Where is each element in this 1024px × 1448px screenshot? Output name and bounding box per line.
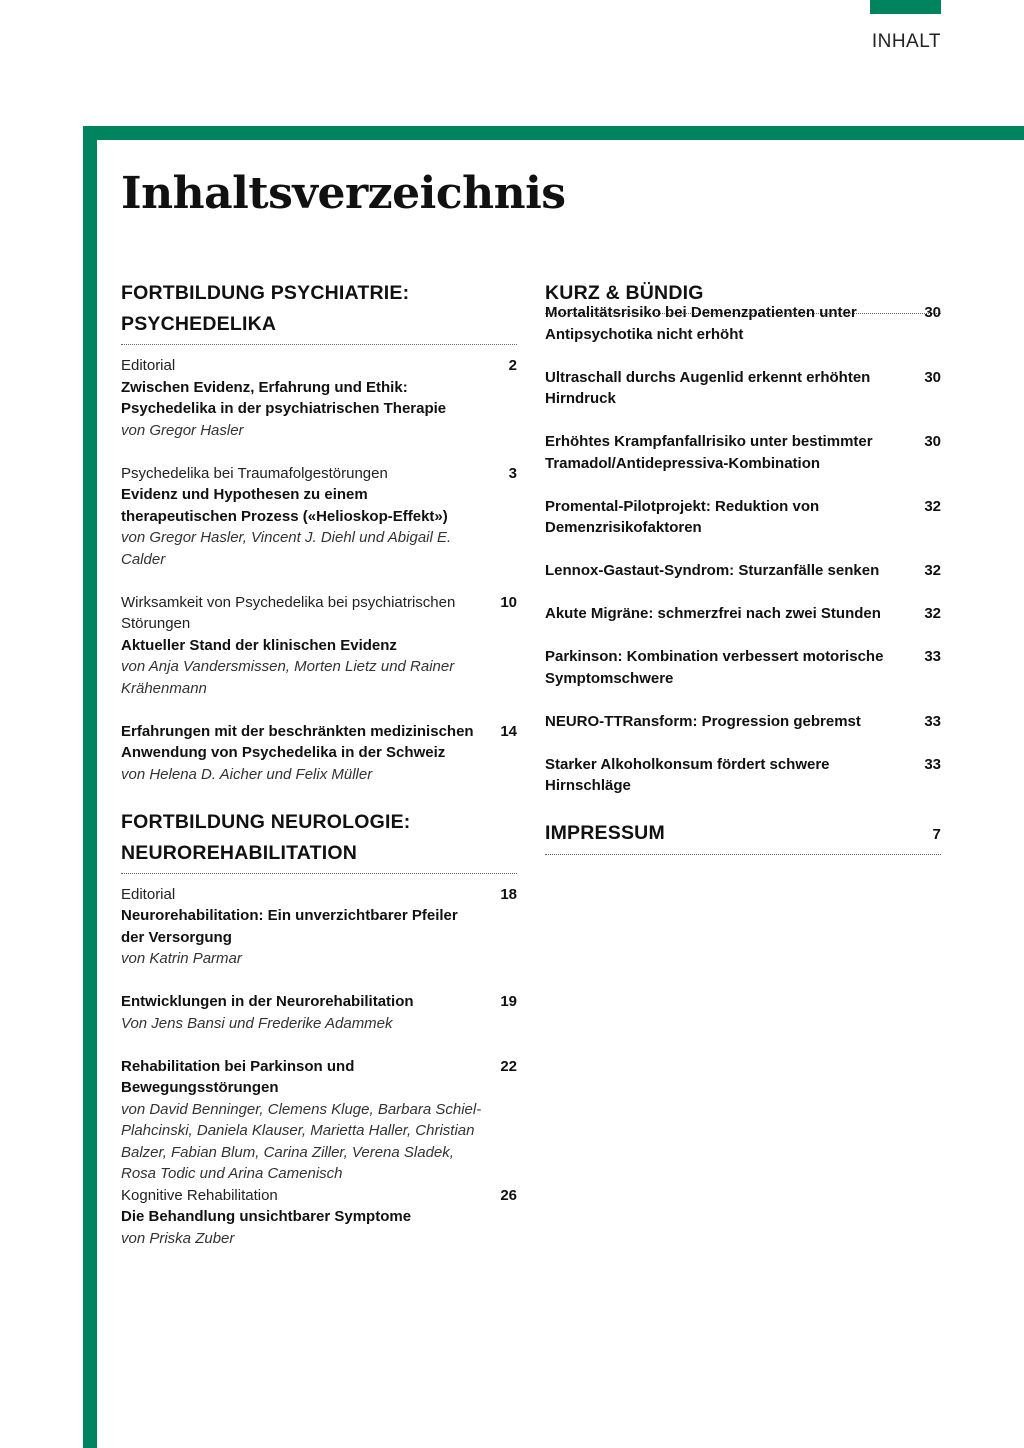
section-heading bbox=[545, 818, 941, 850]
section-heading bbox=[121, 807, 517, 838]
section-heading-line: KURZ & BÜNDIG bbox=[545, 282, 704, 304]
entry-page-number: 33 bbox=[924, 712, 941, 730]
toc-entry[interactable] bbox=[121, 884, 517, 970]
entry-kicker: Wirksamkeit von Psychedelika bei psychiatrischen Störungen bbox=[121, 593, 456, 632]
toc-entry[interactable] bbox=[545, 367, 941, 410]
entry-page-number: 26 bbox=[500, 1186, 517, 1204]
entry-title: Rehabilitation bei Parkinson und Bewegungsstörungen bbox=[121, 1057, 355, 1096]
toc-entry[interactable] bbox=[545, 302, 941, 345]
entry-title: Promental-Pilotprojekt: Reduktion von Demenzrisikofaktoren bbox=[545, 497, 820, 536]
entry-authors: Von Jens Bansi und Frederike Adammek bbox=[121, 1014, 393, 1032]
section-heading-line: PSYCHEDELIKA bbox=[121, 313, 277, 335]
section-heading-line: IMPRESSUM bbox=[545, 822, 665, 844]
entry-page-number: 2 bbox=[508, 357, 517, 374]
entry-title: Lennox-Gastaut-Syndrom: Sturzanfälle senken bbox=[545, 562, 880, 579]
entry-title: Erfahrungen mit der beschränkten medizinischen Anwendung von Psychedelika in der Schweiz bbox=[121, 722, 474, 761]
entry-kicker: Editorial bbox=[121, 885, 176, 903]
section-heading bbox=[121, 278, 517, 309]
entry-authors: von David Benninger, Clemens Kluge, Barbara Schiel-Plahcinski, Daniela Klauser, Marietta Haller, Christian Balzer, Fabian Blum, Carina Ziller, Verena Sladek, Rosa Todic und Arina Camenisch bbox=[121, 1100, 482, 1182]
entry-title: NEURO-TTRansform: Progression gebremst bbox=[545, 712, 861, 730]
toc-entry[interactable] bbox=[121, 355, 517, 441]
entry-page-number: 30 bbox=[924, 304, 941, 321]
toc-entry[interactable] bbox=[121, 1185, 517, 1250]
entry-authors: von Helena D. Aicher und Felix Müller bbox=[121, 765, 373, 783]
toc-entry[interactable] bbox=[545, 646, 941, 689]
entry-title: Starker Alkoholkonsum fördert schwere Hirnschläge bbox=[545, 755, 830, 794]
toc-entry[interactable] bbox=[545, 711, 941, 733]
toc-entry[interactable] bbox=[121, 463, 517, 571]
entry-page-number: 7 bbox=[932, 826, 941, 843]
entry-page-number: 19 bbox=[500, 993, 517, 1010]
left-column bbox=[121, 278, 517, 1271]
toc-entry[interactable] bbox=[545, 560, 941, 582]
entry-title: Aktueller Stand der klinischen Evidenz bbox=[121, 636, 397, 654]
entry-title: Ultraschall durchs Augenlid erkennt erhöhten Hirndruck bbox=[545, 368, 871, 407]
entry-authors: von Gregor Hasler bbox=[121, 421, 244, 439]
entry-kicker: Kognitive Rehabilitation bbox=[121, 1186, 278, 1204]
entry-page-number: 22 bbox=[500, 1057, 517, 1075]
toc-entry[interactable] bbox=[545, 496, 941, 539]
dotted-divider bbox=[121, 344, 517, 345]
entry-title: Neurorehabilitation: Ein unverzichtbarer Pfeiler der Versorgung bbox=[121, 907, 458, 946]
toc-entry[interactable] bbox=[545, 754, 941, 797]
entry-title: Mortalitätsrisiko bei Demenzpatienten unter Antipsychotika nicht erhöht bbox=[545, 304, 857, 343]
entry-page-number: 30 bbox=[924, 433, 941, 450]
frame-top-bar bbox=[83, 126, 1024, 140]
toc-entry[interactable] bbox=[545, 603, 941, 625]
dotted-divider bbox=[121, 873, 517, 874]
section-heading bbox=[121, 309, 517, 340]
entry-kicker: Psychedelika bei Traumafolgestörungen bbox=[121, 464, 388, 482]
dotted-divider bbox=[545, 854, 941, 855]
entry-page-number: 14 bbox=[500, 722, 517, 740]
section-heading-line: FORTBILDUNG NEUROLOGIE: bbox=[121, 810, 411, 833]
section-impressum[interactable] bbox=[545, 818, 941, 855]
entry-page-number: 33 bbox=[924, 648, 941, 665]
section-neurologie bbox=[121, 807, 517, 1250]
entry-authors: von Priska Zuber bbox=[121, 1229, 235, 1247]
entry-page-number: 3 bbox=[508, 464, 517, 482]
top-accent-tab bbox=[870, 0, 941, 14]
entry-title: Evidenz und Hypothesen zu einem therapeutischen Prozess («Helioskop-Effekt») bbox=[121, 486, 448, 525]
entry-page-number: 32 bbox=[924, 562, 941, 579]
entry-title: Parkinson: Kombination verbessert motorische Symptomschwere bbox=[545, 648, 884, 687]
section-heading bbox=[121, 838, 517, 869]
entry-title: Entwicklungen in der Neurorehabilitation bbox=[121, 993, 414, 1010]
section-psychiatrie bbox=[121, 278, 517, 785]
entry-title: Die Behandlung unsichtbarer Symptome bbox=[121, 1208, 412, 1225]
toc-entry[interactable] bbox=[121, 721, 517, 786]
right-column bbox=[545, 278, 941, 865]
entry-page-number: 32 bbox=[924, 497, 941, 515]
toc-entry[interactable] bbox=[121, 991, 517, 1034]
section-kurz-buendig bbox=[545, 278, 941, 797]
frame-left-bar bbox=[83, 126, 97, 1448]
toc-entry[interactable] bbox=[121, 1056, 517, 1185]
entry-page-number: 30 bbox=[924, 368, 941, 386]
toc-entry[interactable] bbox=[545, 431, 941, 474]
entry-page-number: 10 bbox=[500, 593, 517, 611]
entry-authors: von Anja Vandersmissen, Morten Lietz und Rainer Krähenmann bbox=[121, 658, 455, 697]
entry-authors: von Gregor Hasler, Vincent J. Diehl und Abigail E. Calder bbox=[121, 529, 452, 568]
entry-title: Akute Migräne: schmerzfrei nach zwei Stunden bbox=[545, 605, 881, 622]
entry-kicker: Editorial bbox=[121, 357, 176, 374]
page-title: Inhaltsverzeichnis bbox=[121, 168, 566, 219]
entry-page-number: 32 bbox=[924, 605, 941, 622]
entry-title: Erhöhtes Krampfanfallrisiko unter bestimmter Tramadol/Antidepressiva-Kombination bbox=[545, 433, 873, 472]
running-head: INHALT bbox=[871, 31, 941, 52]
entry-page-number: 33 bbox=[924, 755, 941, 773]
toc-entry[interactable] bbox=[121, 592, 517, 700]
entry-authors: von Katrin Parmar bbox=[121, 950, 242, 967]
section-heading-line: FORTBILDUNG PSYCHIATRIE: bbox=[121, 282, 410, 304]
section-heading-line: NEUROREHABILITATION bbox=[121, 841, 357, 864]
entry-title: Zwischen Evidenz, Erfahrung und Ethik: Psychedelika in der psychiatrischen Therapie bbox=[121, 378, 447, 417]
entry-page-number: 18 bbox=[500, 885, 517, 903]
